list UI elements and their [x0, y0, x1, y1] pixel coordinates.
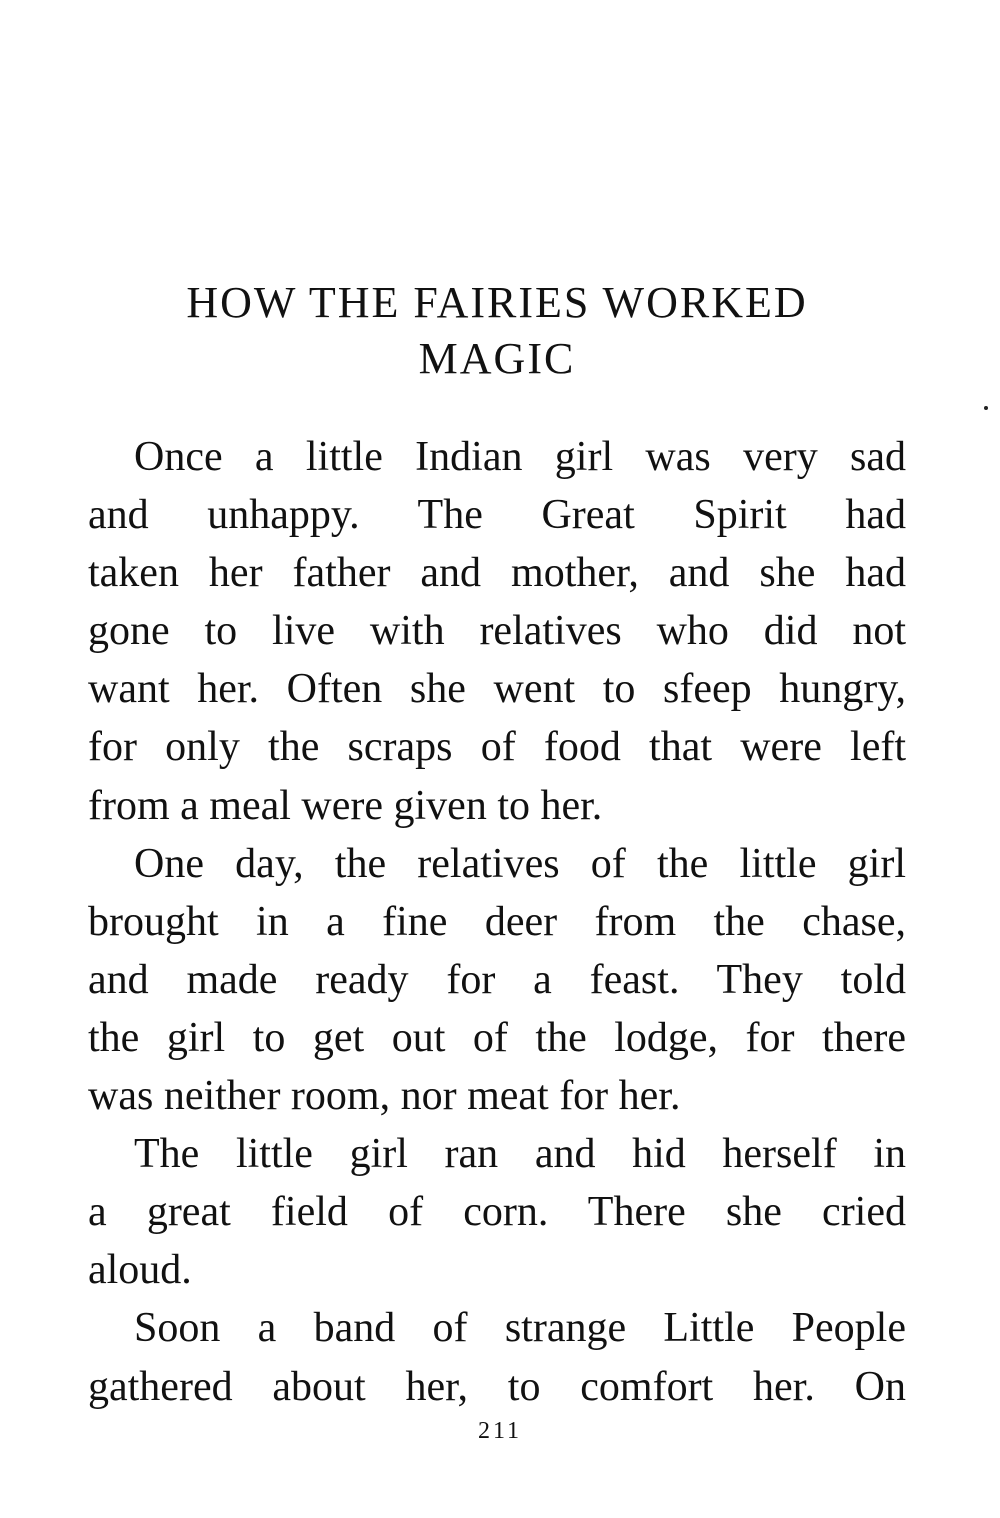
- text-line: for only the scraps of food that were left: [88, 724, 906, 771]
- text-line: The little girl ran and hid herself in: [134, 1131, 906, 1178]
- paragraph-3: [88, 1125, 906, 1299]
- text-line: taken her father and mother, and she had: [88, 550, 906, 597]
- page-number: 211: [477, 1418, 523, 1444]
- body-text: [88, 428, 906, 1416]
- chapter-title-line-1: HOW THE FAIRIES WORKED: [186, 278, 808, 327]
- text-line: gathered about her, to comfort her. On: [88, 1363, 906, 1410]
- scan-speck: [984, 406, 988, 410]
- text-line: Once a little Indian girl was very sad: [134, 434, 906, 480]
- text-line: the girl to get out of the lodge, for there: [88, 1014, 906, 1061]
- text-line: a great field of corn. There she cried: [88, 1189, 906, 1236]
- paragraph-2: [88, 835, 906, 1125]
- text-line: and made ready for a feast. They told: [88, 956, 906, 1003]
- text-line: gone to live with relatives who did not: [88, 608, 906, 655]
- text-line: from a meal were given to her.: [88, 782, 603, 829]
- text-line: brought in a fine deer from the chase,: [88, 898, 906, 945]
- chapter-title-line-2: MAGIC: [418, 334, 576, 383]
- text-line: was neither room, nor meat for her.: [88, 1073, 681, 1120]
- text-line: want her. Often she went to sfeep hungry,: [88, 666, 906, 713]
- text-line: and unhappy. The Great Spirit had: [88, 492, 906, 539]
- paragraph-4: [88, 1299, 906, 1415]
- text-line: Soon a band of strange Little People: [134, 1305, 906, 1352]
- paragraph-1: [88, 428, 906, 835]
- text-line: aloud.: [88, 1247, 192, 1294]
- chapter-title: [88, 275, 906, 387]
- text-line: One day, the relatives of the little girl: [134, 840, 906, 887]
